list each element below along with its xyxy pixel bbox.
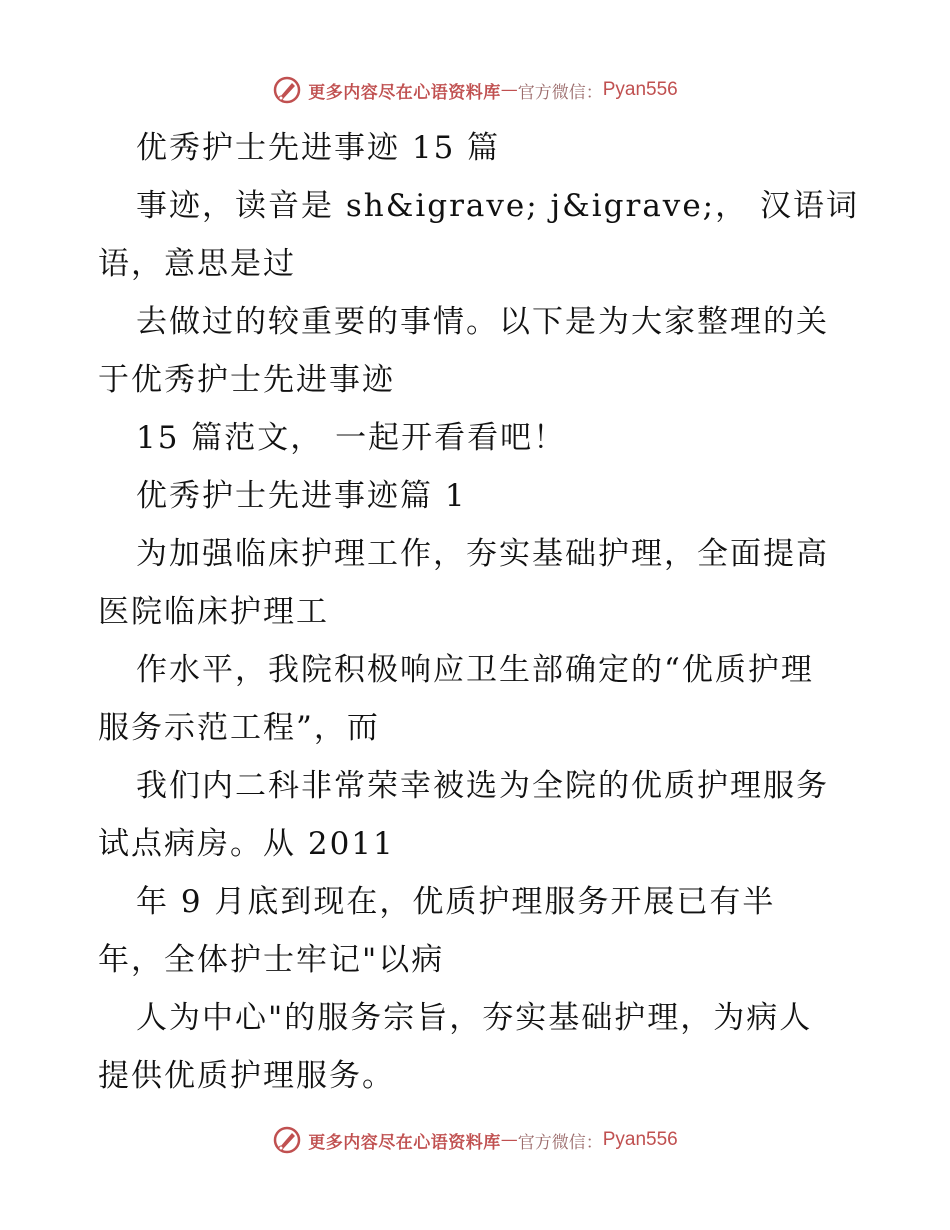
paragraph-line: 事迹，读音是 sh&igrave; j&igrave;， 汉语词: [136, 188, 859, 224]
banner-dash: —: [500, 80, 518, 100]
banner-official-label: 官方微信：: [517, 82, 603, 103]
paragraph-line: 语，意思是过: [98, 246, 296, 282]
pen-logo-icon: [272, 1125, 302, 1155]
banner-wechat-id: Pyan556: [602, 1129, 678, 1150]
paragraph-line: 为加强临床护理工作，夯实基础护理，全面提高: [136, 536, 829, 572]
paragraph-line: 于优秀护士先进事迹: [98, 362, 395, 398]
document-title: 优秀护士先进事迹 15 篇: [136, 130, 501, 166]
banner-dash: —: [500, 1130, 518, 1150]
banner-text: 更多内容尽在心语资料库: [308, 1132, 501, 1153]
paragraph-line: 年，全体护士牢记"以病: [98, 942, 445, 978]
paragraph-line: 15 篇范文， 一起开看看吧！: [136, 420, 567, 456]
paragraph-line: 年 9 月底到现在，优质护理服务开展已有半: [136, 884, 776, 920]
paragraph-line: 作水平，我院积极响应卫生部确定的“优质护理: [136, 652, 814, 688]
footer-banner: [0, 1120, 950, 1160]
section-heading: 优秀护士先进事迹篇 1: [136, 478, 467, 514]
header-banner: [0, 70, 950, 110]
paragraph-line: 去做过的较重要的事情。以下是为大家整理的关: [136, 304, 829, 340]
paragraph-line: 人为中心"的服务宗旨，夯实基础护理，为病人: [136, 1000, 813, 1036]
banner-official-label: 官方微信：: [517, 1132, 603, 1153]
paragraph-line: 我们内二科非常荣幸被选为全院的优质护理服务: [136, 768, 829, 804]
banner-text: 更多内容尽在心语资料库: [308, 82, 501, 103]
paragraph-line: 服务示范工程”，而: [98, 710, 380, 746]
paragraph-line: 医院临床护理工: [98, 594, 329, 630]
banner-wechat-id: Pyan556: [602, 79, 678, 100]
paragraph-line: 试点病房。从 2011: [98, 826, 395, 862]
pen-logo-icon: [272, 75, 302, 105]
paragraph-line: 提供优质护理服务。: [98, 1058, 395, 1094]
